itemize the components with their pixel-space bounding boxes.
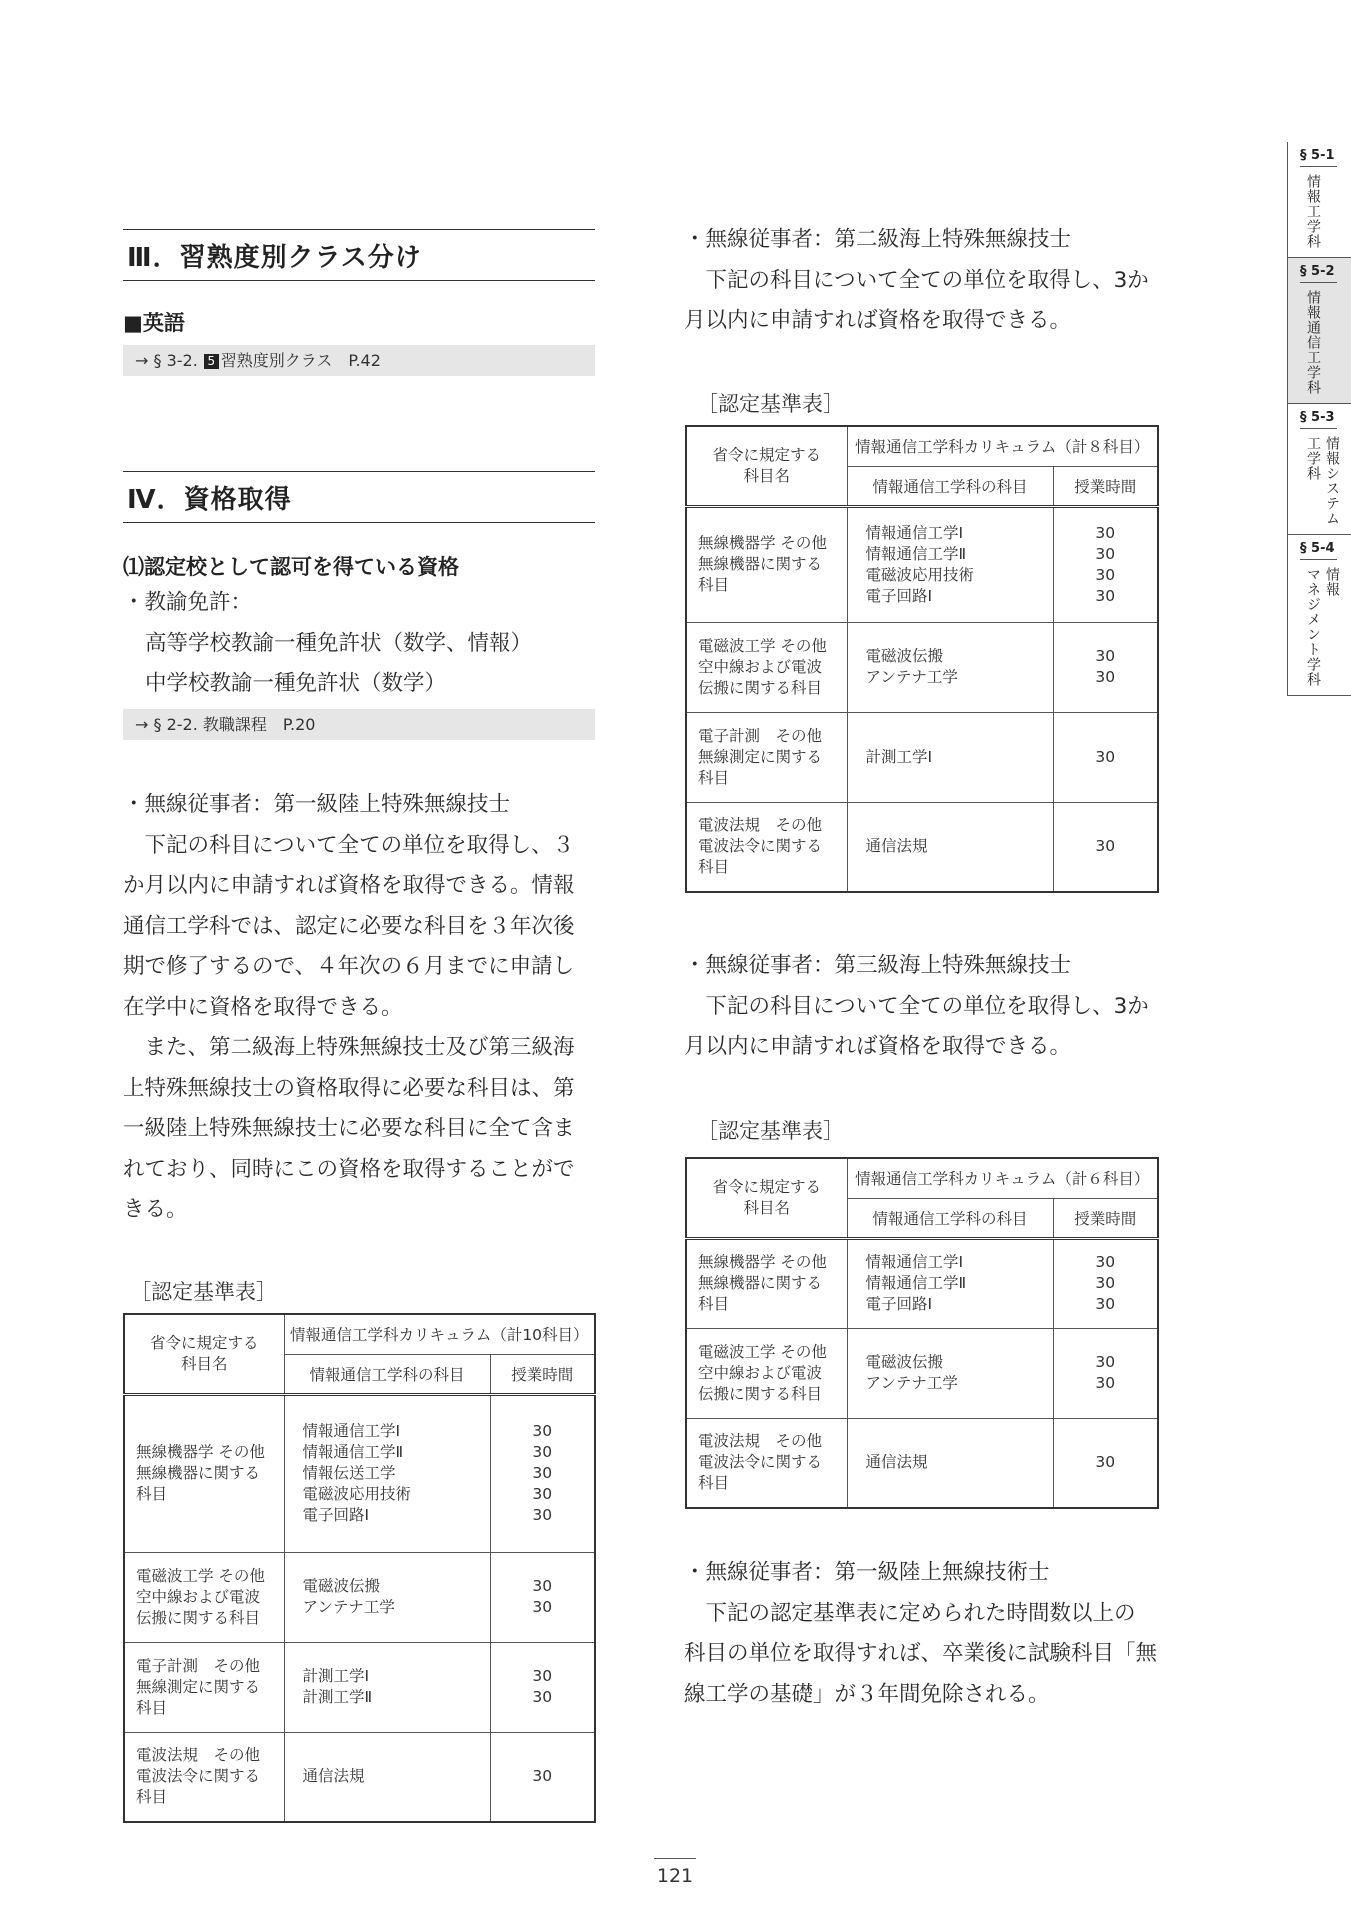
course-cell (284, 1552, 490, 1642)
subject-cell-line: 電波法規 その他 (136, 1746, 261, 1765)
course-cell-line: 計測工学Ⅰ (865, 747, 933, 766)
side-tab[interactable] (1287, 258, 1351, 404)
paragraph-line: 中学校教諭一種免許状（数学） (145, 671, 447, 696)
table-row (686, 622, 1158, 712)
header-subject-line: 省令に規定する (712, 1177, 821, 1196)
subject-cell (686, 1328, 847, 1418)
paragraph-line: また、第二級海上特殊無線技士及び第三級海 (123, 1035, 575, 1060)
hours-cell-line: 30 (532, 1422, 553, 1440)
subject-cell-line: 無線機器学 その他 (136, 1443, 265, 1461)
chapter-side-tabs (1287, 142, 1351, 696)
hours-cell-line: 30 (532, 1767, 553, 1786)
tab-label (1300, 436, 1351, 526)
subject-cell (686, 506, 847, 622)
radio-operator-1st-land-text (123, 785, 575, 1231)
hours-cell-line: 30 (532, 1506, 553, 1524)
course-cell (847, 1238, 1053, 1328)
subject-cell-line: 無線機器に関する (698, 1274, 823, 1292)
subject-cell-line: 空中線および電波 (136, 1587, 261, 1606)
subject-cell (686, 1418, 847, 1508)
table-row (686, 1328, 1158, 1418)
teacher-license-text (123, 583, 532, 705)
subject-cell-line: 電子計測 その他 (136, 1656, 261, 1675)
table-caption: ［認定基準表］ (697, 1119, 844, 1143)
hours-cell (1053, 1418, 1158, 1508)
subject-cell-line: 電磁波工学 その他 (136, 1566, 265, 1585)
subject-cell-line: 無線測定に関する (698, 747, 823, 766)
subject-cell-line: 空中線および電波 (698, 657, 823, 676)
course-cell-line: 情報伝送工学 (302, 1464, 396, 1482)
subject-cell-line: 科目 (136, 1485, 168, 1503)
tab-section-number: § 5-3 (1300, 410, 1337, 429)
subject-cell-line: 科目 (698, 1295, 730, 1313)
course-cell (847, 506, 1053, 622)
side-tab[interactable] (1287, 535, 1351, 696)
certified-qualifications-subheading: ⑴認定校として認可を得ている資格 (123, 555, 459, 579)
header-curriculum: 情報通信工学科カリキュラム（計８科目） (847, 426, 1158, 466)
paragraph-line: ・無線従事者：第一級陸上特殊無線技士 (123, 792, 511, 817)
course-cell (847, 1328, 1053, 1418)
table-row (686, 712, 1158, 802)
course-cell-line: 情報通信工学Ⅱ (865, 544, 967, 563)
course-cell-line: 電磁波伝搬 (865, 1353, 944, 1371)
tab-label (1300, 290, 1351, 395)
paragraph-line: 在学中に資格を取得できる。 (123, 994, 403, 1020)
course-cell (847, 622, 1053, 712)
section-number-badge: 5 (204, 354, 219, 369)
tab-label (1300, 567, 1351, 687)
hours-cell-line: 30 (1095, 1353, 1116, 1371)
header-subject-line: 省令に規定する (149, 1333, 259, 1352)
course-cell (284, 1642, 490, 1732)
course-cell-line: 通信法規 (865, 837, 928, 856)
hours-cell-line: 30 (1095, 1374, 1116, 1392)
hours-cell-line: 30 (532, 1598, 553, 1616)
header-subject-line: 科目名 (743, 1198, 790, 1217)
paragraph-line: 一級陸上特殊無線技士に必要な科目に全て含ま (123, 1116, 575, 1141)
hours-cell-line: 30 (532, 1464, 553, 1482)
course-cell-line: 電磁波応用技術 (302, 1485, 412, 1503)
hours-cell (490, 1552, 595, 1642)
paragraph-line: きる。 (123, 1197, 188, 1222)
paragraph-line: ・無線従事者：第二級海上特殊無線技士 (684, 227, 1072, 252)
subject-cell-line: 伝搬に関する科目 (698, 1384, 823, 1403)
course-cell (847, 1418, 1053, 1508)
paragraph-line: ・無線従事者：第一級陸上無線技術士 (684, 1560, 1050, 1585)
course-cell-line: 情報通信工学Ⅱ (865, 1274, 967, 1292)
table-row (124, 1552, 595, 1642)
tab-label (1300, 174, 1351, 249)
paragraph-line: 科目の単位を取得すれば、卒業後に試験科目「無 (684, 1641, 1158, 1666)
side-tab[interactable] (1287, 404, 1351, 535)
paragraph-line: 下記の科目について全ての単位を取得し、3か (684, 267, 1149, 293)
hours-cell-line: 30 (1095, 544, 1116, 563)
hours-cell-line: 30 (532, 1577, 553, 1595)
course-cell-line: アンテナ工学 (865, 668, 958, 686)
subject-cell-line: 電子計測 その他 (698, 726, 823, 745)
subject-cell-line: 電波法令に関する (698, 1453, 823, 1472)
hours-cell-line: 30 (1095, 586, 1116, 605)
section-3-heading: Ⅲ．習熟度別クラス分け (123, 229, 595, 281)
course-cell-line: 通信法規 (302, 1767, 365, 1786)
hours-cell-line: 30 (1095, 1453, 1116, 1472)
table-row (686, 1418, 1158, 1508)
course-cell-line: アンテナ工学 (302, 1598, 395, 1616)
course-cell-line: 情報通信工学Ⅰ (865, 523, 964, 542)
hours-cell (1053, 1328, 1158, 1418)
header-curriculum: 情報通信工学科カリキュラム（計６科目） (847, 1158, 1158, 1198)
subject-cell-line: 科目 (698, 858, 730, 877)
paragraph-line: 下記の認定基準表に定められた時間数以上の (684, 1600, 1136, 1626)
course-cell-line: 情報通信工学Ⅰ (865, 1253, 964, 1271)
page-number: 121 (654, 1858, 696, 1887)
paragraph-line: 月以内に申請すれば資格を取得できる。 (684, 308, 1072, 333)
table-caption: ［認定基準表］ (697, 392, 844, 416)
hours-cell-line: 30 (1095, 565, 1116, 584)
header-curriculum: 情報通信工学科カリキュラム（計10科目） (284, 1314, 595, 1354)
table-row (124, 1732, 595, 1822)
paragraph-line: 期で修了するので、４年次の６月までに申請し (123, 954, 575, 979)
subject-cell (686, 802, 847, 892)
hours-cell-line: 30 (1095, 837, 1116, 856)
header-subject-line: 省令に規定する (712, 445, 821, 464)
subject-cell-line: 電磁波工学 その他 (698, 636, 827, 655)
cross-reference-teaching[interactable]: → § 2-2. 教職課程 P.20 (123, 709, 595, 740)
course-cell (284, 1394, 490, 1552)
subject-cell-line: 電波法規 その他 (698, 1432, 823, 1451)
course-cell-line: 電磁波伝搬 (302, 1577, 381, 1595)
hours-cell-line: 30 (532, 1443, 553, 1461)
course-cell-line: 情報通信工学Ⅱ (302, 1443, 404, 1461)
paragraph-line: 線工学の基礎」が３年間免除される。 (684, 1681, 1050, 1707)
subject-cell (686, 712, 847, 802)
header-subject-line: 科目名 (180, 1354, 228, 1373)
course-cell-line: 情報通信工学Ⅰ (302, 1422, 401, 1440)
english-subheading: ■英語 (123, 311, 185, 335)
course-cell-line: 電子回路Ⅰ (865, 1295, 933, 1313)
hours-cell (1053, 622, 1158, 712)
paragraph-line: か月以内に申請すれば資格を取得できる。情報 (123, 873, 575, 898)
subject-cell-line: 伝搬に関する科目 (136, 1608, 261, 1627)
certification-table-2 (685, 425, 1159, 893)
cross-reference-classes[interactable] (123, 345, 595, 376)
hours-cell-line: 30 (532, 1688, 553, 1706)
paragraph-line: 下記の科目について全ての単位を取得し、3か (684, 993, 1149, 1019)
subject-cell-line: 科目 (698, 1474, 730, 1493)
course-cell (847, 802, 1053, 892)
subject-cell-line: 科目 (698, 576, 730, 594)
subject-cell-line: 電波法規 その他 (698, 816, 823, 835)
paragraph-line: 下記の科目について全ての単位を取得し、３ (123, 832, 575, 858)
paragraph-line: ・無線従事者：第三級海上特殊無線技士 (684, 953, 1072, 978)
course-cell-line: 電磁波応用技術 (865, 565, 975, 584)
subject-cell-line: 無線測定に関する (136, 1677, 261, 1696)
subject-cell-line: 空中線および電波 (698, 1363, 823, 1382)
paragraph-line: 上特殊無線技士の資格取得に必要な科目は、第 (123, 1075, 575, 1101)
hours-cell (1053, 1238, 1158, 1328)
paragraph-line: 月以内に申請すれば資格を取得できる。 (684, 1034, 1072, 1059)
tab-label-column: 情報システム (1324, 436, 1340, 526)
course-cell-line: 計測工学Ⅱ (302, 1688, 373, 1706)
subject-cell-line: 科目 (136, 1698, 168, 1717)
ref-suffix: 習熟度別クラス P.42 (220, 351, 381, 370)
course-cell-line: アンテナ工学 (865, 1374, 958, 1392)
header-subject-line: 科目名 (743, 466, 790, 485)
side-tab[interactable] (1287, 142, 1351, 258)
header-hours: 授業時間 (490, 1354, 595, 1394)
subject-cell (686, 1238, 847, 1328)
subject-cell-line: 無線機器学 その他 (698, 1253, 827, 1271)
hours-cell-line: 30 (1095, 647, 1116, 665)
hours-cell-line: 30 (532, 1485, 553, 1503)
hours-cell-line: 30 (1095, 747, 1116, 766)
course-cell-line: 電子回路Ⅰ (865, 586, 933, 605)
subject-cell-line: 無線機器に関する (136, 1464, 261, 1482)
subject-cell-line: 伝搬に関する科目 (698, 678, 823, 697)
header-hours: 授業時間 (1053, 1198, 1158, 1238)
subject-cell-line: 電波法令に関する (698, 837, 823, 856)
course-cell-line: 電子回路Ⅰ (302, 1506, 370, 1524)
hours-cell (1053, 506, 1158, 622)
hours-cell-line: 30 (1095, 1253, 1116, 1271)
section-4-heading: Ⅳ．資格取得 (123, 471, 595, 523)
paragraph-line: ・教諭免許： (123, 590, 253, 615)
radio-operator-2nd-sea-text (684, 220, 1149, 342)
certification-table-3 (685, 1157, 1159, 1509)
ref-prefix: → § 3-2. (135, 351, 198, 370)
tab-label-column: 情報工学科 (1305, 174, 1321, 249)
hours-cell (490, 1732, 595, 1822)
subject-cell (686, 622, 847, 712)
header-subject (686, 426, 847, 506)
paragraph-line: れており、同時にこの資格を取得することがで (123, 1156, 575, 1182)
subject-cell-line: 電波法令に関する (136, 1767, 261, 1786)
radio-engineer-1st-land-text (684, 1553, 1157, 1715)
table-caption: ［認定基準表］ (130, 1280, 277, 1304)
tab-label-column: 情報 (1324, 567, 1340, 597)
certification-table-1 (123, 1313, 596, 1823)
table-row (686, 506, 1158, 622)
tab-section-number: § 5-2 (1300, 264, 1337, 283)
tab-label-column: 情報通信工学科 (1305, 290, 1321, 395)
course-cell-line: 通信法規 (865, 1453, 928, 1472)
table-row (686, 1238, 1158, 1328)
subject-cell (124, 1552, 284, 1642)
header-subject (124, 1314, 284, 1394)
header-course: 情報通信工学科の科目 (847, 466, 1053, 506)
table-row (124, 1394, 595, 1552)
table-row (686, 802, 1158, 892)
header-course: 情報通信工学科の科目 (847, 1198, 1053, 1238)
subject-cell (124, 1642, 284, 1732)
hours-cell (1053, 802, 1158, 892)
hours-cell-line: 30 (532, 1667, 553, 1685)
course-cell (847, 712, 1053, 802)
hours-cell (490, 1642, 595, 1732)
hours-cell-line: 30 (1095, 523, 1116, 542)
tab-label-column: マネジメント学科 (1305, 567, 1321, 687)
tab-section-number: § 5-4 (1300, 541, 1337, 560)
radio-operator-3rd-sea-text (684, 946, 1149, 1068)
paragraph-line: 高等学校教諭一種免許状（数学、情報） (145, 630, 533, 656)
hours-cell-line: 30 (1095, 1295, 1116, 1313)
subject-cell (124, 1394, 284, 1552)
tab-section-number: § 5-1 (1300, 148, 1337, 167)
subject-cell-line: 電磁波工学 その他 (698, 1342, 827, 1361)
header-hours: 授業時間 (1053, 466, 1158, 506)
subject-cell-line: 無線機器に関する (698, 555, 823, 573)
tab-label-column: 工学科 (1305, 436, 1321, 481)
subject-cell-line: 無線機器学 その他 (698, 534, 827, 552)
hours-cell-line: 30 (1095, 1274, 1116, 1292)
paragraph-line: 通信工学科では、認定に必要な科目を３年次後 (123, 913, 575, 939)
course-cell-line: 電磁波伝搬 (865, 647, 944, 665)
subject-cell (124, 1732, 284, 1822)
course-cell-line: 計測工学Ⅰ (302, 1667, 370, 1685)
header-course: 情報通信工学科の科目 (284, 1354, 490, 1394)
subject-cell-line: 科目 (698, 768, 730, 787)
course-cell (284, 1732, 490, 1822)
header-subject (686, 1158, 847, 1238)
subject-cell-line: 科目 (136, 1788, 168, 1807)
table-row (124, 1642, 595, 1732)
hours-cell-line: 30 (1095, 668, 1116, 686)
hours-cell (1053, 712, 1158, 802)
hours-cell (490, 1394, 595, 1552)
